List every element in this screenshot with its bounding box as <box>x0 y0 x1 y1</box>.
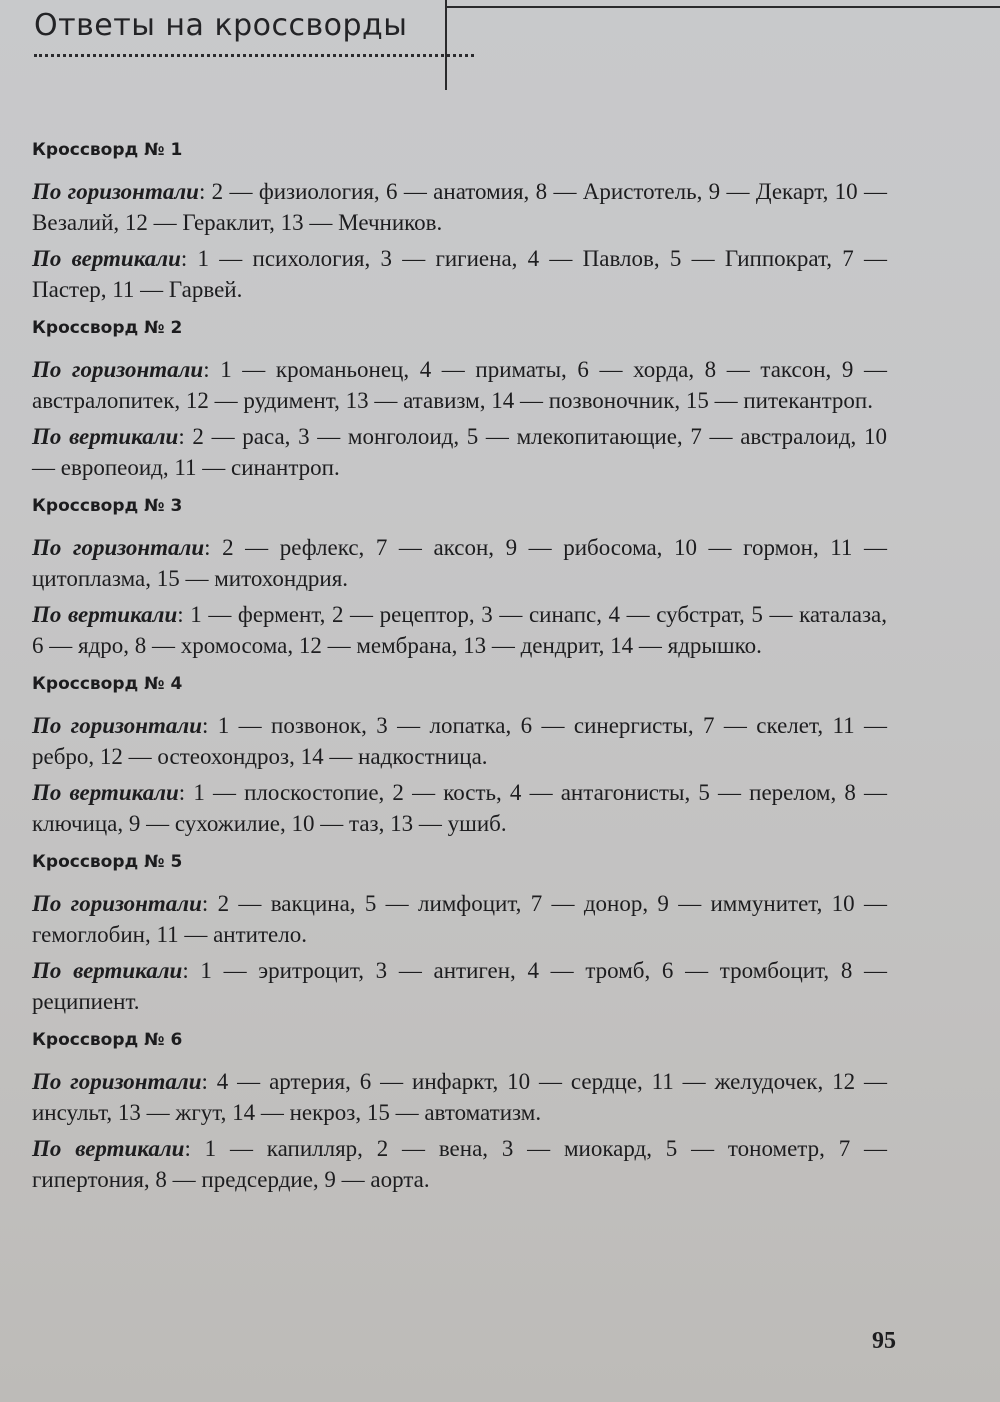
down-answers <box>32 243 887 305</box>
down-label: По вертикали <box>32 1136 185 1161</box>
answers-content <box>32 138 887 1206</box>
crossword-title: Кроссворд № 1 <box>32 140 183 160</box>
crossword-title: Кроссворд № 6 <box>32 1030 183 1050</box>
down-answers <box>32 599 887 661</box>
header-dotted-underline <box>34 54 474 57</box>
across-text: : 2 — вакцина, 5 — лимфоцит, 7 — донор, 9 — иммунитет, 10 — гемоглобин, 11 — антитело. <box>32 891 887 947</box>
across-label: По горизонтали <box>32 357 204 382</box>
across-answers <box>32 532 887 594</box>
across-text: : 2 — физиология, 6 — анатомия, 8 — Аристотель, 9 — Декарт, 10 — Везалий, 12 — Гераклит, 13 — Мечников. <box>32 179 887 235</box>
down-text: : 1 — плоскостопие, 2 — кость, 4 — антагонисты, 5 — перелом, 8 — ключица, 9 — сухожилие, 10 — таз, 13 — ушиб. <box>32 780 887 836</box>
across-answers <box>32 888 887 950</box>
down-label: По вертикали <box>32 602 178 627</box>
crossword-title: Кроссворд № 4 <box>32 674 183 694</box>
across-label: По горизонтали <box>32 713 202 738</box>
across-label: По горизонтали <box>32 1069 202 1094</box>
crossword-section-4 <box>32 672 887 839</box>
across-text: : 2 — рефлекс, 7 — аксон, 9 — рибосома, 10 — гормон, 11 — цитоплазма, 15 — митохондрия. <box>32 535 887 591</box>
across-label: По горизонтали <box>32 179 199 204</box>
across-label: По горизонтали <box>32 535 205 560</box>
down-text: : 1 — капилляр, 2 — вена, 3 — миокард, 5 — тонометр, 7 — гипертония, 8 — предсердие, 9 — аорта. <box>32 1136 888 1192</box>
crossword-title: Кроссворд № 3 <box>32 496 183 516</box>
page-header-title: Ответы на кроссворды <box>34 8 408 43</box>
header-vertical-rule <box>445 0 447 90</box>
crossword-section-2 <box>32 316 887 483</box>
across-answers <box>32 710 887 772</box>
down-answers <box>32 1133 887 1195</box>
down-text: : 1 — эритроцит, 3 — антиген, 4 — тромб, 6 — тромбоцит, 8 — реципиент. <box>32 958 888 1014</box>
down-label: По вертикали <box>32 780 179 805</box>
header-horizontal-rule <box>447 6 1000 8</box>
crossword-title: Кроссворд № 5 <box>32 852 183 872</box>
down-label: По вертикали <box>32 246 181 271</box>
down-text: : 2 — раса, 3 — монголоид, 5 — млекопитающие, 7 — австралоид, 10 — европеоид, 11 — синантроп. <box>32 424 887 480</box>
crossword-section-6 <box>32 1028 887 1195</box>
crossword-title: Кроссворд № 2 <box>32 318 183 338</box>
down-answers <box>32 421 887 483</box>
down-answers <box>32 777 887 839</box>
crossword-section-3 <box>32 494 887 661</box>
across-text: : 1 — позвонок, 3 — лопатка, 6 — синергисты, 7 — скелет, 11 — ребро, 12 — остеохондроз, 14 — надкостница. <box>32 713 887 769</box>
across-text: : 1 — кроманьонец, 4 — приматы, 6 — хорда, 8 — таксон, 9 — австралопитек, 12 — рудимент, 13 — атавизм, 14 — позвоночник, 15 — питекантроп. <box>32 357 887 413</box>
down-text: : 1 — психология, 3 — гигиена, 4 — Павлов, 5 — Гиппократ, 7 — Пастер, 11 — Гарвей. <box>32 246 888 302</box>
down-label: По вертикали <box>32 958 183 983</box>
crossword-section-5 <box>32 850 887 1017</box>
across-answers <box>32 1066 887 1128</box>
down-text: : 1 — фермент, 2 — рецептор, 3 — синапс, 4 — субстрат, 5 — каталаза, 6 — ядро, 8 — хромосома, 12 — мембрана, 13 — дендрит, 14 — ядрышко. <box>32 602 887 658</box>
down-answers <box>32 955 887 1017</box>
across-text: : 4 — артерия, 6 — инфаркт, 10 — сердце, 11 — желудочек, 12 — инсульт, 13 — жгут, 14 — некроз, 15 — автоматизм. <box>32 1069 887 1125</box>
across-answers <box>32 176 887 238</box>
down-label: По вертикали <box>32 424 179 449</box>
page-number: 95 <box>872 1328 896 1354</box>
across-answers <box>32 354 887 416</box>
across-label: По горизонтали <box>32 891 202 916</box>
crossword-section-1 <box>32 138 887 305</box>
